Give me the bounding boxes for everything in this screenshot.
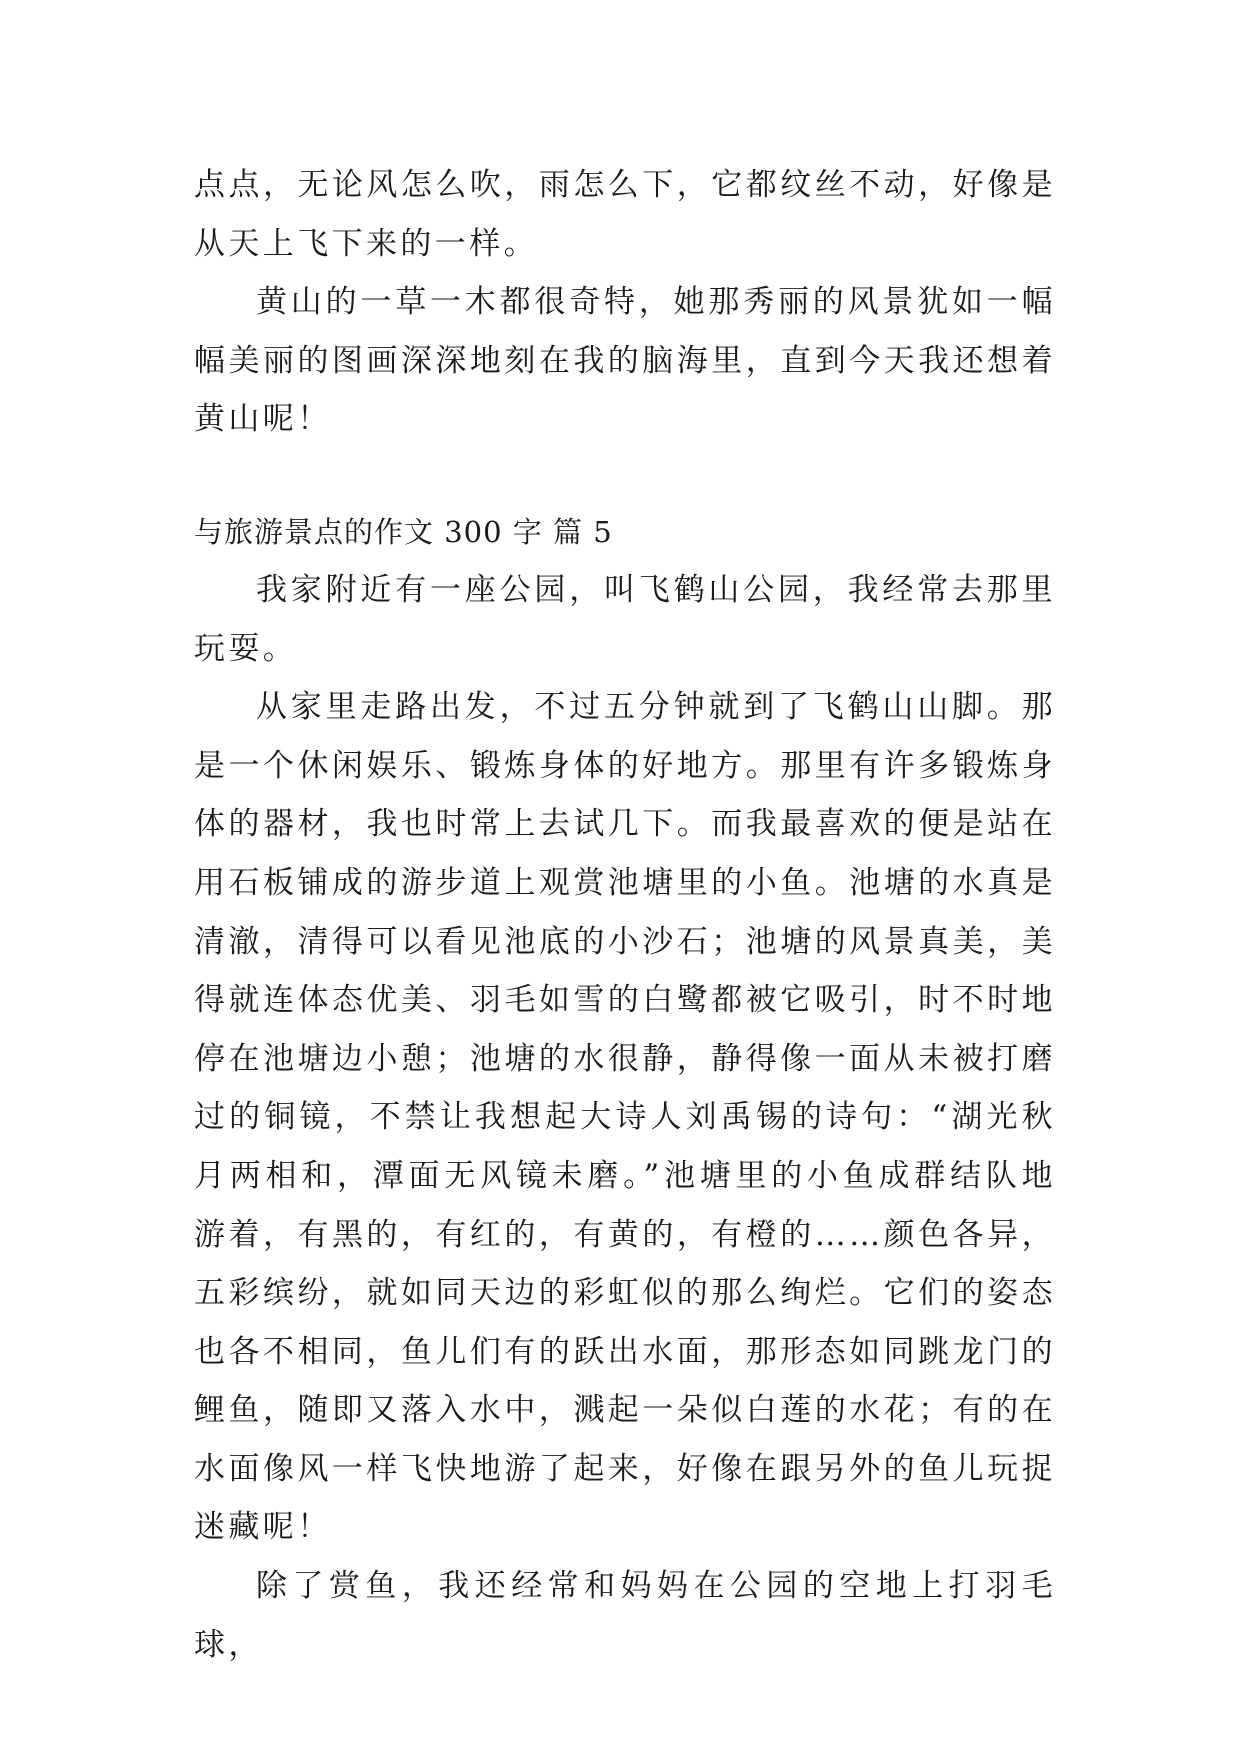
paragraph-continued: 点点，无论风怎么吹，雨怎么下，它都纹丝不动，好像是从天上飞下来的一样。 bbox=[194, 167, 1056, 262]
paragraph-huangshan-ending: 黄山的一草一木都很奇特，她那秀丽的风景犹如一幅幅美丽的图画深深地刻在我的脑海里，直到今天我还想着黄山呢！ bbox=[194, 284, 1056, 438]
essay-title: 与旅游景点的作文 300 字 篇 5 bbox=[194, 514, 613, 549]
paragraph-badminton: 除了赏鱼，我还经常和妈妈在公园的空地上打羽毛球， bbox=[194, 1568, 1056, 1663]
section-spacer bbox=[194, 449, 1056, 503]
document-page bbox=[194, 156, 1056, 1674]
paragraph-park-intro: 我家附近有一座公园，叫飞鹤山公园，我经常去那里玩耍。 bbox=[194, 571, 1056, 667]
paragraph-pond-description: 从家里走路出发，不过五分钟就到了飞鹤山山脚。那是一个休闲娱乐、锻炼身体的好地方。那里有许多锻炼身体的器材，我也时常上去试几下。而我最喜欢的便是站在用石板铺成的游步道上观赏池塘里的小鱼。池塘的水真是清澈，清得可以看见池底的小沙石；池塘的风景真美，美得就连体态优美、羽毛如雪的白鹭都被它吸引，时不时地停在池塘边小憩；池塘的水很静，静得像一面从未被打磨过的铜镜，不禁让我想起大诗人刘禹锡的诗句：“湖光秋月两相和，潭面无风镜未磨。”池塘里的小鱼成群结队地游着，有黑的，有红的，有黄的，有橙的……颜色各异，五彩缤纷，就如同天边的彩虹似的那么绚烂。它们的姿态也各不相同，鱼儿们有的跃出水面，那形态如同跳龙门的鲤鱼，随即又落入水中，溅起一朵似白莲的水花；有的在水面像风一样飞快地游了起来，好像在跟另外的鱼儿玩捉迷藏呢！ bbox=[194, 689, 1056, 1546]
